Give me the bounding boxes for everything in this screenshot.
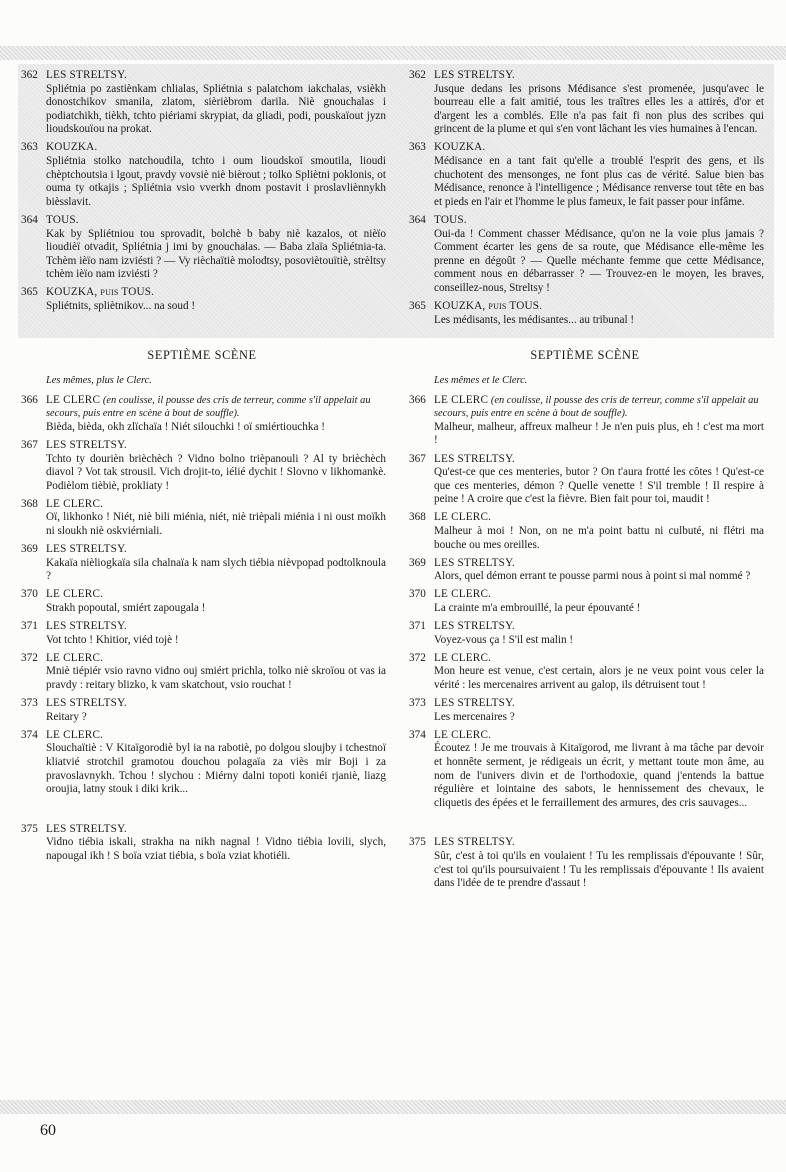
dialogue-text: Spliétnia po zastiènkam chlialas, Spliétnia s palatchom iakchalas, vsièkh donostchikov smanila, zlatom, sièrièbrom darila. Niè gnouchalas i podiatchikh, tièkh, tchto piériami skrypiat, da gliadi, podi, pouskaïout jyzn lioudskouïou na prokat.: [46, 82, 386, 136]
dialogue-text: Slouchaïtiè : V Kitaïgorodiè byl ia na rabotiè, po dolgou sloujby i tchestnoï kliatvié strotchil gramotou douchou polagaïa za viès mir Boji i za pravoslavnykh. Tchou ! slychou : Miérny dalni topoti koniéi rjaniè, liazg oroujia, latny stouk i diki krik...: [46, 742, 386, 796]
speaker-name: LES STRELTSY.: [46, 69, 127, 81]
speaker-name: LE CLERC.: [46, 728, 104, 741]
line-number: 371: [409, 620, 426, 633]
entry-body: [434, 588, 764, 615]
speaker-name: LES STRELTSY.: [434, 836, 515, 849]
speaker-name: KOUZKA, puis TOUS.: [434, 300, 543, 312]
line-number: 374: [21, 728, 38, 741]
dialogue-text: Médisance en a tant fait qu'elle a troublé l'esprit des gens, et ils chuchotent des mensonges, ne font plus cas de vérité. Salue bien bas Médisance, renonce à l'intelligence ; Médisance renverse tout tête en bas et pieds en l'air et l'homme le plus fameux, le fait passer pour infâme.: [434, 155, 764, 208]
speaker-name: LE CLERC: [434, 393, 489, 406]
line-number: 367: [21, 438, 38, 451]
dialogue-entry: [406, 511, 764, 552]
dialogue-entry: [406, 652, 764, 693]
dialogue-entry: [18, 394, 386, 435]
shaded-section: [18, 64, 774, 338]
dialogue-text: Tchto ty dourièn brièchèch ? Vidno bolno trièpanouli ? Al ty brièchèch diavol ? Vot tak strousil. Vich drojit-to, iélié dychit ! Slovno v likhomankè. Podièlom tièbiè, prokliaty !: [46, 452, 386, 492]
dialogue-text: Oui-da ! Comment chasser Médisance, qu'on ne la voie plus jamais ? Comment écarter les gens de sa route, que Médisance elle-même les prenne en dégoût ? — Quelle méchante femme que cette Médisance, comment nous en débarrasser ? — Trouvez-en le moyen, les braves, conseillez-nous, Streltsy !: [434, 227, 764, 294]
page-number: 60: [40, 1122, 56, 1139]
dialogue-text: Oï, likhonko ! Niét, niè bili miénia, niét, niè trièpali miénia i ni oust moïkh ni sloukh niè oskviérniali.: [46, 511, 386, 538]
dialogue-entry: [18, 141, 386, 209]
speaker-name: LES STRELTSY.: [434, 620, 515, 633]
entry-body: [434, 511, 764, 552]
entry-body: [434, 69, 764, 137]
dialogue-entry: [18, 620, 386, 647]
dialogue-text: Sûr, c'est à toi qu'ils en voulaient ! Tu les remplissais d'épouvante ! Sûr, c'est toi qu'ils poursuivaient ! Tu les remplissais d'épouvante ! Ils avaient dans l'idée de te prendre d'assaut !: [434, 849, 764, 890]
entry-body: [434, 394, 764, 448]
speaker-name: LES STRELTSY.: [46, 543, 127, 556]
line-number: 364: [21, 213, 38, 226]
dialogue-entry: [406, 69, 764, 137]
dialogue-text: Reitary ?: [46, 710, 87, 723]
entry-body: [46, 214, 386, 282]
dialogue-entry: [18, 729, 386, 797]
line-number: 375: [409, 836, 426, 849]
line-number: 365: [21, 286, 38, 299]
entry-body: [46, 620, 386, 647]
dialogue-entry: [18, 588, 386, 615]
entry-body: [46, 141, 386, 209]
entry-body: [434, 620, 764, 647]
line-number: 373: [409, 697, 426, 710]
bottom-decorative-band: [0, 1100, 786, 1114]
dialogue-entry: [18, 543, 386, 584]
line-number: 373: [21, 697, 38, 710]
entry-body: [46, 697, 386, 724]
dialogue-entry: [406, 394, 764, 448]
entry-body: [46, 69, 386, 137]
line-number: 368: [409, 511, 426, 524]
speaker-name: LE CLERC.: [434, 511, 492, 524]
line-number: 369: [21, 543, 38, 556]
dialogue-text: Spliétnia stolko natchoudila, tchto i oum lioudskoï smoutila, lioudi chèptchoutsia i lgout, pravdy vovsiè niè bièrout ; tolko Spliètni poklonis, ot ouma ty otkajis ; Spliétnia vsio vverkh dnom postavit i proslavliènnykh bièsslavit.: [46, 155, 386, 208]
dialogue-text: Écoutez ! Je me trouvais à Kitaïgorod, me livrant à ma tâche par devoir et honnête serment, je rédigeais un écrit, y mettant toute mon âme, au nom de l'univers divin et de l'orthodoxie, quand j'entends la battue régulière et lointaine des sabots, le hennissement des chevaux, le cliquetis des épées et le ferraillement des armures, des cris sauvages...: [434, 742, 764, 809]
dialogue-text: Kakaïa nièliogkaïa sila chalnaïa k nam slych tiébia nièvpopad podtolknoula ?: [46, 556, 386, 583]
speaker-name: LES STRELTSY.: [46, 620, 127, 633]
speaker-name: KOUZKA.: [434, 141, 486, 154]
dialogue-entry: [18, 439, 386, 493]
entry-body: [46, 588, 386, 615]
dialogue-entry: [406, 141, 764, 209]
speaker-name: LE CLERC.: [434, 588, 492, 601]
entry-body: [434, 453, 764, 507]
dialogue-entry: [406, 697, 764, 724]
entry-body: [434, 300, 764, 327]
line-number: 371: [21, 620, 38, 633]
entry-body: [434, 557, 764, 584]
line-number: 367: [409, 452, 426, 465]
dialogue-entry: [406, 214, 764, 296]
entry-body: [46, 286, 386, 313]
entry-body: [46, 394, 386, 435]
dialogue-text: La crainte m'a embrouillé, la peur épouvanté !: [434, 602, 641, 614]
stage-direction-right: Les mêmes et le Clerc.: [434, 374, 528, 386]
libretto-page: [18, 64, 774, 895]
stage-direction: (en coulisse, il pousse des cris de terreur, comme s'il appelait au secours, puis entre en scène à bout de souffle).: [434, 394, 759, 420]
speaker-name: LES STRELTSY.: [46, 697, 127, 710]
dialogue-entry: [18, 697, 386, 724]
line-number: 372: [21, 651, 38, 664]
dialogue-text: Qu'est-ce que ces menteries, butor ? On t'aura frotté les côtes ! Qu'est-ce que ces menteries, démon ? Quelle venette ! S'il tremble ! Il respire à peine ! A croire que c'est la fièvre. Bien fait pour toi, maudit !: [434, 466, 764, 506]
entry-body: [434, 729, 764, 811]
line-number: 362: [21, 69, 38, 81]
dialogue-text: Malheur à moi ! Non, on ne m'a point battu ni culbuté, ni flétri ma bouche ou mes oreilles.: [434, 525, 764, 551]
line-number: 362: [409, 69, 426, 81]
russian-column-bottom: [18, 394, 396, 896]
dialogue-entry: [406, 620, 764, 647]
line-number: 374: [409, 728, 426, 741]
line-number: 363: [409, 141, 426, 154]
dialogue-entry: [406, 557, 764, 584]
dialogue-entry: [18, 652, 386, 693]
speaker-name: LE CLERC.: [46, 588, 104, 601]
line-number: 375: [21, 822, 38, 835]
dialogue-text: Voyez-vous ça ! S'il est malin !: [434, 633, 574, 646]
french-column-bottom: [396, 394, 764, 896]
dialogue-entry: [18, 286, 386, 313]
entry-body: [46, 498, 386, 539]
dialogue-text: Spliétnits, spliètnikov... na soud !: [46, 300, 196, 312]
french-column-top: [396, 69, 764, 332]
entry-body: [46, 652, 386, 693]
dialogue-entry: [18, 498, 386, 539]
dialogue-entry: [18, 823, 386, 864]
speaker-name: LES STRELTSY.: [434, 556, 515, 569]
speaker-name: KOUZKA.: [46, 141, 98, 154]
dialogue-text: Les mercenaires ?: [434, 710, 515, 723]
entry-body: [434, 652, 764, 693]
entry-body: [434, 141, 764, 209]
dialogue-entry: [18, 214, 386, 282]
dialogue-text: Mon heure est venue, c'est certain, alors je ne veux point vous celer la vérité : les mercenaires arrivent au galop, ils détruisent tout !: [434, 665, 764, 691]
line-number: 364: [409, 213, 426, 226]
line-number: 366: [21, 393, 38, 406]
scene-title-left: SEPTIÈME SCÈNE: [147, 347, 257, 362]
speaker-name: LES STRELTSY.: [434, 452, 515, 465]
line-number: 363: [21, 141, 38, 154]
entry-body: [434, 836, 764, 890]
dialogue-text: Strakh popoutal, smiért zapougala !: [46, 602, 206, 614]
dialogue-text: Kak by Spliétniou tou sprovadit, bolchè b baby niè kazalos, ot nièïo lioudièï otvadit, Spliétnia j imi by gnouchalas. — Baba zlaïa Spliétnia-ta. Tchèm ièïo nam izviésti ? — Vy rièchaïtiè molodtsy, posoviètouïtiè, strèltsy tchèm ièïo nam izviésti ?: [46, 227, 386, 281]
dialogue-text: Les médisants, les médisantes... au tribunal !: [434, 313, 635, 326]
line-number: 370: [409, 588, 426, 601]
scene-heading-row: [18, 338, 774, 394]
scene-title-right: SEPTIÈME SCÈNE: [530, 347, 640, 362]
speaker-name: KOUZKA, puis TOUS.: [46, 286, 155, 299]
top-decorative-band: [0, 46, 786, 60]
dialogue-entry: [406, 588, 764, 615]
line-number: 366: [409, 393, 426, 406]
line-number: 368: [21, 497, 38, 510]
stage-direction-left: Les mêmes, plus le Clerc.: [46, 374, 152, 386]
dialogue-entry: [406, 729, 764, 811]
entry-body: [434, 214, 764, 296]
dialogue-text: Jusque dedans les prisons Médisance s'est promenée, jusqu'avec le bourreau elle a fait amitié, tous les traîtres elles les a attirés, d'or et d'argent les a comblés. Elle n'a pas fait fi non plus des scribes qui grincent de la plume et qui s'en vont lâchant les vies humaines à l'encan.: [434, 82, 764, 136]
dialogue-text: Alors, quel démon errant te pousse parmi nous à point si mal nommé ?: [434, 570, 751, 583]
speaker-name: LES STRELTSY.: [46, 822, 127, 835]
dialogue-text: Mniè tiépiér vsio ravno vidno ouj smiért prichla, tolko niè skroïou ot vas ia pravdy : reitary blizko, k vam skatchout, vsio rouchat !: [46, 665, 386, 691]
russian-column-top: [18, 69, 396, 332]
speaker-name: LE CLERC.: [46, 651, 104, 664]
stage-direction: (en coulisse, il pousse des cris de terreur, comme s'il appelait au secours, puis entre en scène à bout de souffle).: [46, 394, 371, 420]
entry-body: [46, 439, 386, 493]
speaker-name: LE CLERC.: [46, 497, 104, 510]
dialogue-text: Bièda, bièda, okh zlïchaïa ! Niét silouchki ! oï smiértiouchka !: [46, 420, 325, 433]
speaker-name: LES STRELTSY.: [434, 69, 515, 81]
speaker-name: TOUS.: [434, 213, 467, 226]
line-number: 365: [409, 300, 426, 312]
entry-body: [46, 543, 386, 584]
speaker-name: LE CLERC.: [434, 728, 492, 741]
line-number: 369: [409, 556, 426, 569]
speaker-name: LES STRELTSY.: [46, 438, 127, 451]
dialogue-text: Vot tchto ! Khitior, viéd tojè !: [46, 633, 179, 646]
dialogue-entry: [18, 69, 386, 137]
dialogue-text: Vidno tiébia iskali, strakha na nikh nagnal ! Vidno tiébia lovili, slych, napougal ikh ! S boïa vziat tiébia, s boïa vziat khotiéli.: [46, 836, 386, 862]
dialogue-entry: [406, 836, 764, 890]
speaker-name: LE CLERC.: [434, 651, 492, 664]
dialogue-entry: [406, 300, 764, 327]
dialogue-entry: [406, 453, 764, 507]
entry-body: [46, 823, 386, 864]
line-number: 370: [21, 588, 38, 601]
line-number: 372: [409, 651, 426, 664]
dialogue-text: Malheur, malheur, affreux malheur ! Je n'en puis plus, eh ! c'est ma mort !: [434, 420, 764, 447]
entry-body: [434, 697, 764, 724]
speaker-name: LES STRELTSY.: [434, 697, 515, 710]
speaker-name: TOUS.: [46, 213, 79, 226]
entry-body: [46, 729, 386, 797]
speaker-name: LE CLERC: [46, 393, 101, 406]
